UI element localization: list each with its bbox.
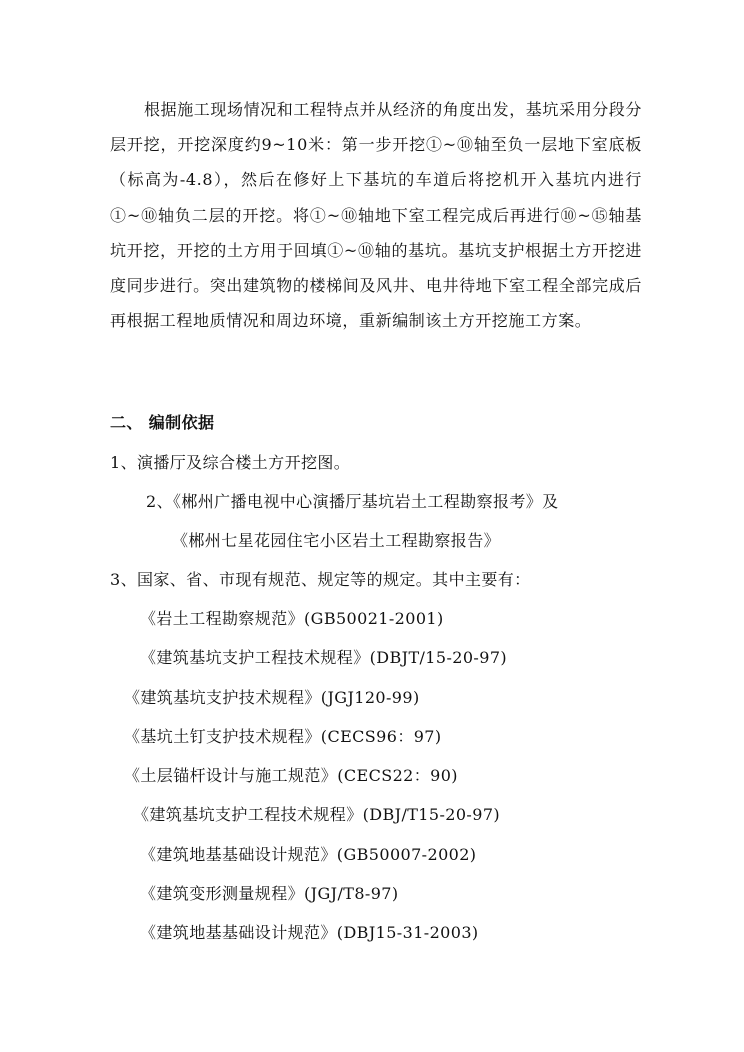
- standard-item: 《建筑地基基础设计规范》(DBJ15-31-2003): [140, 923, 479, 942]
- standard-item: 《建筑基坑支护工程技术规程》(DBJT/15-20-97): [140, 648, 508, 667]
- standard-item: 《建筑基坑支护技术规程》(JGJ120-99): [124, 688, 420, 707]
- intro-paragraph: 根据施工现场情况和工程特点并从经济的角度出发，基坑采用分段分层开挖，开挖深度约9~10米：第一步开挖①~⑩轴至负一层地下室底板（标高为-4.8），然后在修好上下基坑的车道后将挖机开入基坑内进行①~⑩轴负二层的开挖。将①~⑩轴地下室工程完成后再进行⑩~⑮轴基坑开挖，开挖的土方用于回填①~⑩轴的基坑。基坑支护根据土方开挖进度同步进行。突出建筑物的楼梯间及风井、电井待地下室工程全部完成后再根据工程地质情况和周边环境，重新编制该土方开挖施工方案。: [110, 100, 643, 331]
- standard-item: 《岩土工程勘察规范》(GB50021-2001): [140, 609, 444, 628]
- basis-item-3: 3、国家、省、市现有规范、规定等的规定。其中主要有：: [110, 570, 531, 589]
- basis-item-1: 1、演播厅及综合楼土方开挖图。: [110, 453, 351, 472]
- standard-item: 《建筑基坑支护工程技术规程》(DBJ/T15-20-97): [133, 805, 501, 824]
- basis-item-2-continued: 《郴州七星花园住宅小区岩土工程勘察报告》: [172, 531, 501, 550]
- standard-item: 《建筑地基基础设计规范》(GB50007-2002): [140, 845, 477, 864]
- standard-item: 《基坑土钉支护技术规程》(CECS96：97): [124, 727, 442, 746]
- basis-item-2: 2、《郴州广播电视中心演播厅基坑岩土工程勘察报考》及: [146, 492, 559, 511]
- section-heading: 二、 编制依据: [110, 413, 215, 432]
- standard-item: 《建筑变形测量规程》(JGJ/T8-97): [140, 884, 399, 903]
- standard-item: 《土层锚杆设计与施工规范》(CECS22：90): [124, 766, 458, 785]
